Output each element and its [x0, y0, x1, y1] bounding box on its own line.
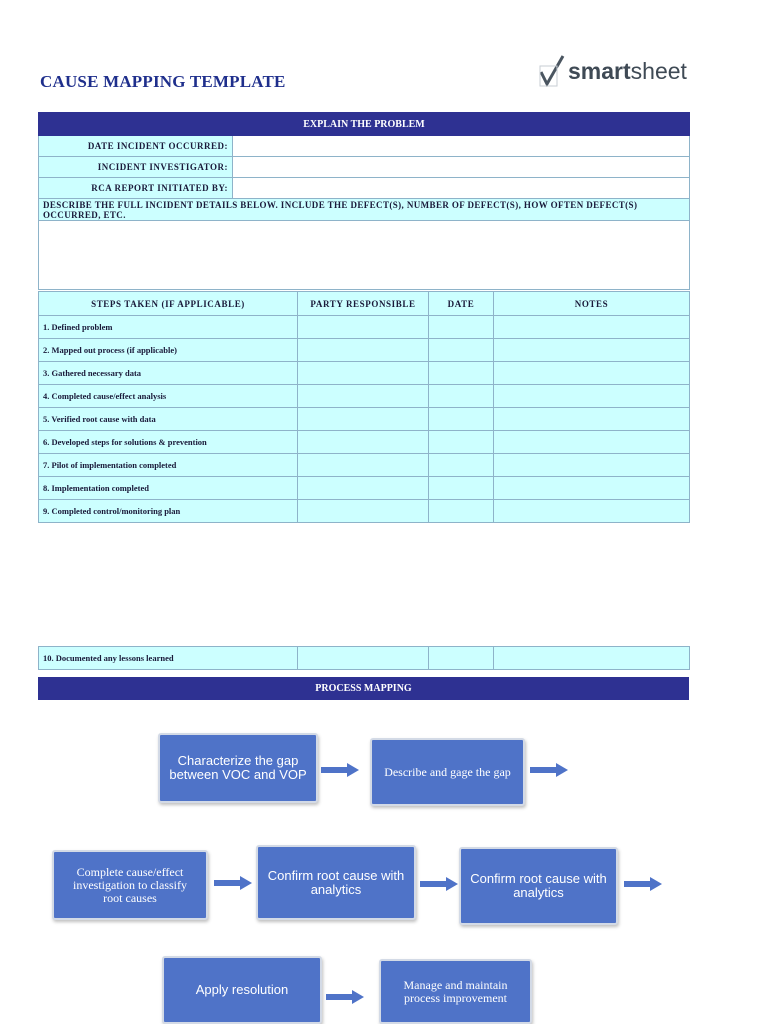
party-cell[interactable]	[298, 408, 429, 431]
rca-report-field[interactable]	[233, 178, 690, 199]
notes-cell[interactable]	[494, 477, 690, 500]
party-cell[interactable]	[298, 316, 429, 339]
notes-cell[interactable]	[494, 500, 690, 523]
date-incident-label: DATE INCIDENT OCCURRED:	[39, 136, 233, 157]
notes-cell[interactable]	[494, 454, 690, 477]
party-cell[interactable]	[298, 362, 429, 385]
notes-cell[interactable]	[494, 408, 690, 431]
date-cell[interactable]	[429, 408, 494, 431]
table-row	[39, 500, 690, 523]
date-cell[interactable]	[429, 647, 494, 670]
check-mark-icon	[538, 54, 566, 88]
party-cell[interactable]	[298, 454, 429, 477]
step-label: 7. Pilot of implementation completed	[39, 454, 298, 477]
notes-column-header: NOTES	[494, 292, 690, 316]
arrow-right-icon	[530, 763, 568, 777]
process-box-apply-resolution: Apply resolution	[162, 956, 322, 1024]
party-cell[interactable]	[298, 431, 429, 454]
smartsheet-logo	[538, 54, 687, 88]
party-cell[interactable]	[298, 385, 429, 408]
logo-text: smartsheet	[568, 57, 687, 84]
process-mapping-header: PROCESS MAPPING	[38, 677, 689, 700]
investigator-label: INCIDENT INVESTIGATOR:	[39, 157, 233, 178]
table-row	[39, 316, 690, 339]
notes-cell[interactable]	[494, 316, 690, 339]
process-box-manage-maintain: Manage and maintain process improvement	[379, 959, 532, 1024]
step-label: 9. Completed control/monitoring plan	[39, 500, 298, 523]
notes-cell[interactable]	[494, 385, 690, 408]
step-label: 4. Completed cause/effect analysis	[39, 385, 298, 408]
steps-table-continued	[38, 646, 690, 670]
table-row	[39, 362, 690, 385]
describe-instructions: DESCRIBE THE FULL INCIDENT DETAILS BELOW. INCLUDE THE DEFECT(S), NUMBER OF DEFECT(S), HOW OFTEN DEFECT(S) OCCURRED, ETC.	[39, 199, 690, 221]
table-row	[39, 385, 690, 408]
date-cell[interactable]	[429, 385, 494, 408]
date-incident-field[interactable]	[233, 136, 690, 157]
arrow-right-icon	[214, 876, 252, 890]
party-cell[interactable]	[298, 477, 429, 500]
notes-cell[interactable]	[494, 362, 690, 385]
step-label: 6. Developed steps for solutions & prevention	[39, 431, 298, 454]
problem-table	[38, 112, 690, 290]
process-box-confirm-root-cause-1: Confirm root cause with analytics	[256, 845, 416, 920]
table-row	[39, 454, 690, 477]
table-row	[39, 477, 690, 500]
step-label: 5. Verified root cause with data	[39, 408, 298, 431]
arrow-right-icon	[326, 990, 364, 1004]
date-cell[interactable]	[429, 500, 494, 523]
process-box-characterize-gap: Characterize the gap between VOC and VOP	[158, 733, 318, 803]
table-row	[39, 431, 690, 454]
investigator-field[interactable]	[233, 157, 690, 178]
step-label: 1. Defined problem	[39, 316, 298, 339]
step-label: 2. Mapped out process (if applicable)	[39, 339, 298, 362]
process-box-describe-gap: Describe and gage the gap	[370, 738, 525, 806]
steps-table	[38, 291, 690, 523]
rca-report-label: RCA REPORT INITIATED BY:	[39, 178, 233, 199]
date-cell[interactable]	[429, 339, 494, 362]
process-box-cause-effect: Complete cause/effect investigation to classify root causes	[52, 850, 208, 920]
arrow-right-icon	[321, 763, 359, 777]
party-cell[interactable]	[298, 647, 429, 670]
arrow-right-icon	[624, 877, 662, 891]
date-cell[interactable]	[429, 362, 494, 385]
page-title: CAUSE MAPPING TEMPLATE	[40, 72, 286, 91]
notes-cell[interactable]	[494, 647, 690, 670]
party-column-header: PARTY RESPONSIBLE	[298, 292, 429, 316]
notes-cell[interactable]	[494, 339, 690, 362]
date-cell[interactable]	[429, 431, 494, 454]
arrow-right-icon	[420, 877, 458, 891]
date-cell[interactable]	[429, 454, 494, 477]
date-column-header: DATE	[429, 292, 494, 316]
explain-problem-header: EXPLAIN THE PROBLEM	[39, 113, 690, 136]
table-row	[39, 339, 690, 362]
step-label: 3. Gathered necessary data	[39, 362, 298, 385]
party-cell[interactable]	[298, 339, 429, 362]
date-cell[interactable]	[429, 316, 494, 339]
process-box-confirm-root-cause-2: Confirm root cause with analytics	[459, 847, 618, 925]
step-label: 10. Documented any lessons learned	[39, 647, 298, 670]
notes-cell[interactable]	[494, 431, 690, 454]
step-label: 8. Implementation completed	[39, 477, 298, 500]
date-cell[interactable]	[429, 477, 494, 500]
incident-details-field[interactable]	[39, 221, 690, 290]
table-row	[39, 408, 690, 431]
steps-column-header: STEPS TAKEN (IF APPLICABLE)	[39, 292, 298, 316]
party-cell[interactable]	[298, 500, 429, 523]
table-row	[39, 647, 690, 670]
